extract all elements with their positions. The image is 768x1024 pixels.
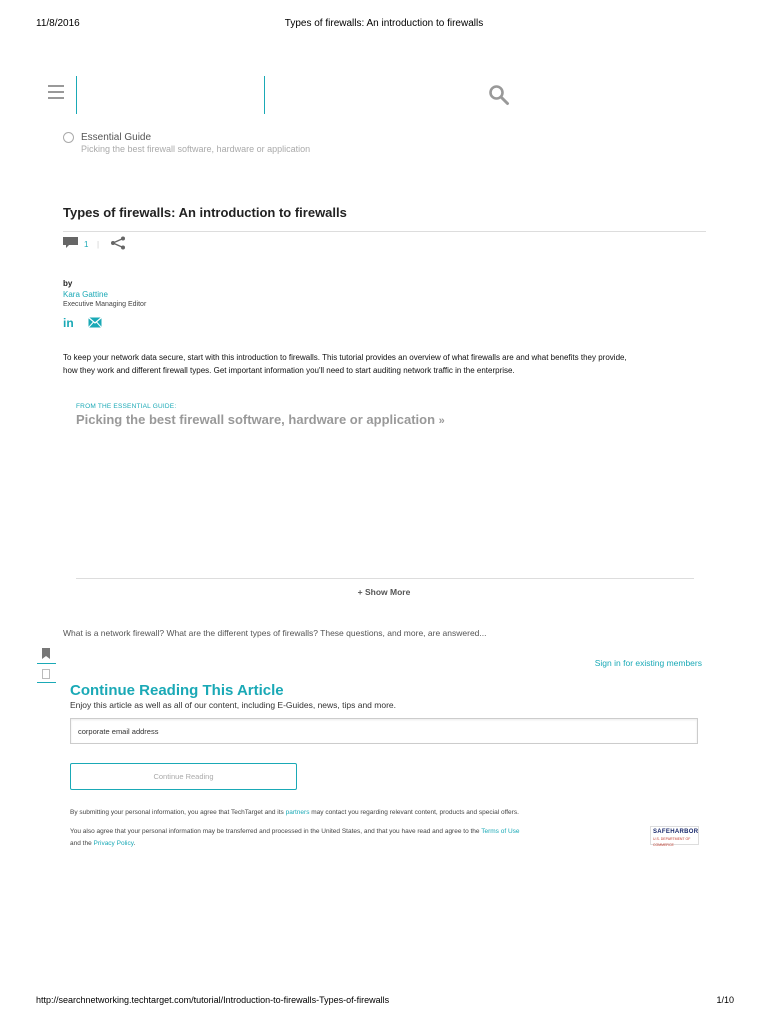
toolbar-separator: | — [97, 240, 100, 249]
search-icon[interactable] — [488, 84, 510, 106]
article-intro — [63, 351, 708, 377]
safe-harbor-logo-text: SAFEHARBOR — [653, 829, 699, 835]
continue-reading-subtitle: Enjoy this article as well as all of our content, including E-Guides, news, tips and more. — [70, 700, 396, 710]
author-link[interactable]: Kara Gattine — [63, 290, 108, 299]
header-divider — [76, 76, 77, 114]
terms-of-use-link[interactable]: Terms of Use — [481, 828, 520, 835]
privacy-policy-link[interactable]: Privacy Policy — [93, 840, 134, 847]
legal-text — [70, 809, 519, 816]
article-intro-line: how they work and different firewall types. Get important information you'll need to start auditing network traffic in the enterprise. — [63, 366, 515, 375]
side-divider — [37, 663, 56, 664]
essential-guide-subtitle[interactable]: Picking the best firewall software, hardware or application — [81, 144, 311, 154]
from-guide-label: FROM THE ESSENTIAL GUIDE: — [76, 403, 177, 410]
legal-text-part: may contact you regarding relevant content, products and special offers. — [309, 809, 519, 816]
safe-harbor-subtext: U.S. DEPARTMENT OF COMMERCE — [653, 837, 691, 847]
legal-text-part: . — [133, 840, 136, 847]
byline-label: by — [63, 279, 73, 288]
comment-icon[interactable] — [63, 237, 78, 249]
linkedin-icon[interactable]: in — [63, 316, 74, 330]
safe-harbor-badge[interactable] — [650, 826, 699, 845]
print-header — [0, 18, 768, 32]
side-divider — [37, 682, 56, 683]
legal-text — [70, 826, 640, 850]
double-chevron-right-icon: » — [438, 415, 445, 427]
print-date: 11/8/2016 — [36, 18, 80, 29]
essential-guide-label[interactable]: Essential Guide — [81, 132, 152, 143]
legal-text-part: and the — [70, 840, 94, 847]
print-page-number: 1/10 — [716, 995, 734, 1005]
article-teaser: What is a network firewall? What are the different types of firewalls? These questions, and more, are answered... — [63, 628, 487, 638]
continue-reading-button[interactable]: Continue Reading — [70, 763, 297, 790]
email-field[interactable] — [70, 718, 698, 744]
sign-in-link[interactable]: Sign in for existing members — [594, 658, 702, 668]
continue-reading-title: Continue Reading This Article — [70, 682, 284, 699]
comment-count[interactable]: 1 — [84, 240, 89, 249]
legal-text-part: By submitting your personal information, you agree that TechTarget and its — [70, 809, 286, 816]
author-title: Executive Managing Editor — [63, 301, 147, 308]
guide-link-text[interactable]: Picking the best firewall software, hardware or application — [76, 412, 436, 427]
page-title: Types of firewalls: An introduction to firewalls — [63, 205, 347, 220]
title-divider — [63, 231, 706, 232]
document-icon[interactable] — [42, 669, 50, 679]
bookmark-icon[interactable] — [42, 648, 50, 659]
header-divider — [264, 76, 265, 114]
article-intro-line: To keep your network data secure, start with this introduction to firewalls. This tutorial provides an overview of what firewalls are and what benefits they provide, — [63, 353, 627, 362]
mail-icon[interactable] — [88, 317, 102, 328]
show-more-button[interactable]: + Show More — [357, 587, 411, 597]
share-icon[interactable] — [110, 236, 126, 250]
show-more-divider — [76, 578, 694, 579]
print-title: Types of firewalls: An introduction to firewalls — [284, 18, 484, 29]
essential-guide-icon — [63, 132, 74, 143]
partners-link[interactable]: partners — [285, 809, 310, 816]
print-url: http://searchnetworking.techtarget.com/tutorial/Introduction-to-firewalls-Types-of-firewalls — [36, 995, 390, 1005]
guide-link[interactable] — [76, 412, 445, 427]
legal-text-part: You also agree that your personal information may be transferred and processed in the United States, and that you have read and agree to the — [70, 828, 482, 835]
hamburger-icon[interactable] — [48, 85, 64, 99]
